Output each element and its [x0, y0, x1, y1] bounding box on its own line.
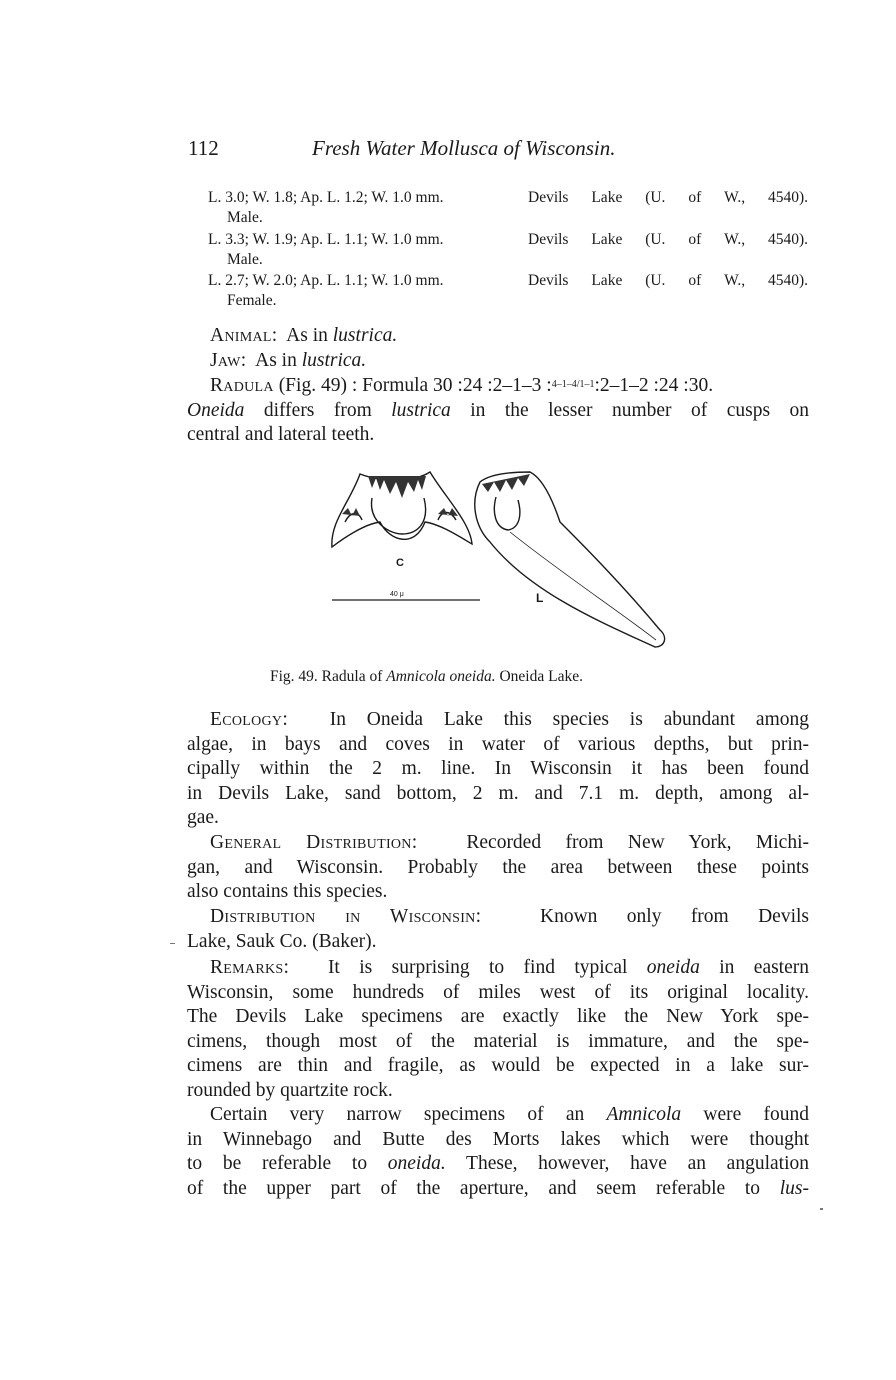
measurement-entry-2 [208, 230, 808, 270]
page-header [188, 136, 808, 166]
scale-bar-label: 40 μ [390, 591, 404, 598]
lateral-tooth-drawing [475, 472, 665, 647]
amnicola-paragraph: Certain very narrow specimens of an Amnicola were found in Winnebago and Butte des Morts lakes which were thought to be referable to oneida. These, however, have an angulation of the upper part of the aperture, and seem referable to lus- [187, 1104, 809, 1199]
page-number: 112 [188, 136, 219, 160]
general-distribution-paragraph: General Distribution: Recorded from New York, Michi- gan, and Wisconsin. Probably the area between these points also contains this species. [187, 832, 810, 902]
measurement-locality: Devils Lake (U. of W., 4540). [528, 231, 808, 248]
running-title: Fresh Water Mollusca of Wisconsin. [312, 136, 616, 160]
radula-figure [320, 462, 680, 662]
radula-line-2: Oneida differs from lustrica in the lesser number of cusps on [187, 399, 809, 421]
remarks-label: Remarks: [210, 957, 290, 978]
ecology-paragraph: Ecology: In Oneida Lake this species is abundant among algae, in bays and coves in water of various depths, but prin- cipally within the 2 m. line. In Wisconsin it has been found in Devils Lake, sand bottom, 2 m. and 7.1 m. depth, among al- gae. [187, 709, 809, 828]
jaw-paragraph: Jaw: As in lustrica. [210, 349, 367, 371]
measurement-sex: Male. [227, 251, 263, 268]
radula-line-3: central and lateral teeth. [187, 424, 375, 445]
measurement-dims: L. 3.0; W. 1.8; Ap. L. 1.2; W. 1.0 mm. [208, 189, 444, 206]
radula-fraction: 4–1–4/1–1 [551, 379, 595, 390]
central-tooth-label: C [396, 557, 404, 569]
lateral-tooth-label: L [536, 591, 544, 605]
measurement-dims: L. 3.3; W. 1.9; Ap. L. 1.1; W. 1.0 mm. [208, 231, 444, 248]
general-distribution-label: General Distribution: [210, 832, 418, 853]
wisconsin-distribution-paragraph: Distribution in Wisconsin: Known only from Devils Lake, Sauk Co. (Baker). [187, 906, 809, 952]
print-mark [170, 943, 175, 944]
figure-caption: Fig. 49. Radula of Amnicola oneida. Oneida Lake. [270, 668, 583, 685]
measurement-entry-3 [208, 271, 808, 311]
remarks-paragraph: Remarks: It is surprising to find typical oneida in eastern Wisconsin, some hundreds of miles west of its original locality. The Devils Lake specimens are exactly like the New York spe- cimens, though most of the material is immature, and the spe- cimens are thin and fragile, as would be expected in a lake sur- rounded by quartzite rock. [187, 957, 810, 1101]
measurement-locality: Devils Lake (U. of W., 4540). [528, 272, 808, 289]
animal-paragraph: Animal: As in lustrica. [210, 325, 398, 346]
measurement-entry-1 [208, 188, 808, 228]
ecology-label: Ecology: [210, 709, 289, 730]
central-tooth-cusps [342, 476, 458, 516]
anatomy-section [187, 324, 809, 448]
radula-paragraph: Radula (Fig. 49) : Formula 30 :24 :2–1–3 :4–1–4/1–1:2–1–2 :24 :30. [210, 375, 714, 396]
print-mark [820, 1208, 823, 1210]
wisconsin-distribution-label: Distribution in Wisconsin: [210, 906, 482, 927]
measurement-sex: Male. [227, 209, 263, 226]
measurement-sex: Female. [227, 292, 277, 309]
measurement-locality: Devils Lake (U. of W., 4540). [528, 189, 808, 206]
measurement-dims: L. 2.7; W. 2.0; Ap. L. 1.1; W. 1.0 mm. [208, 272, 444, 289]
